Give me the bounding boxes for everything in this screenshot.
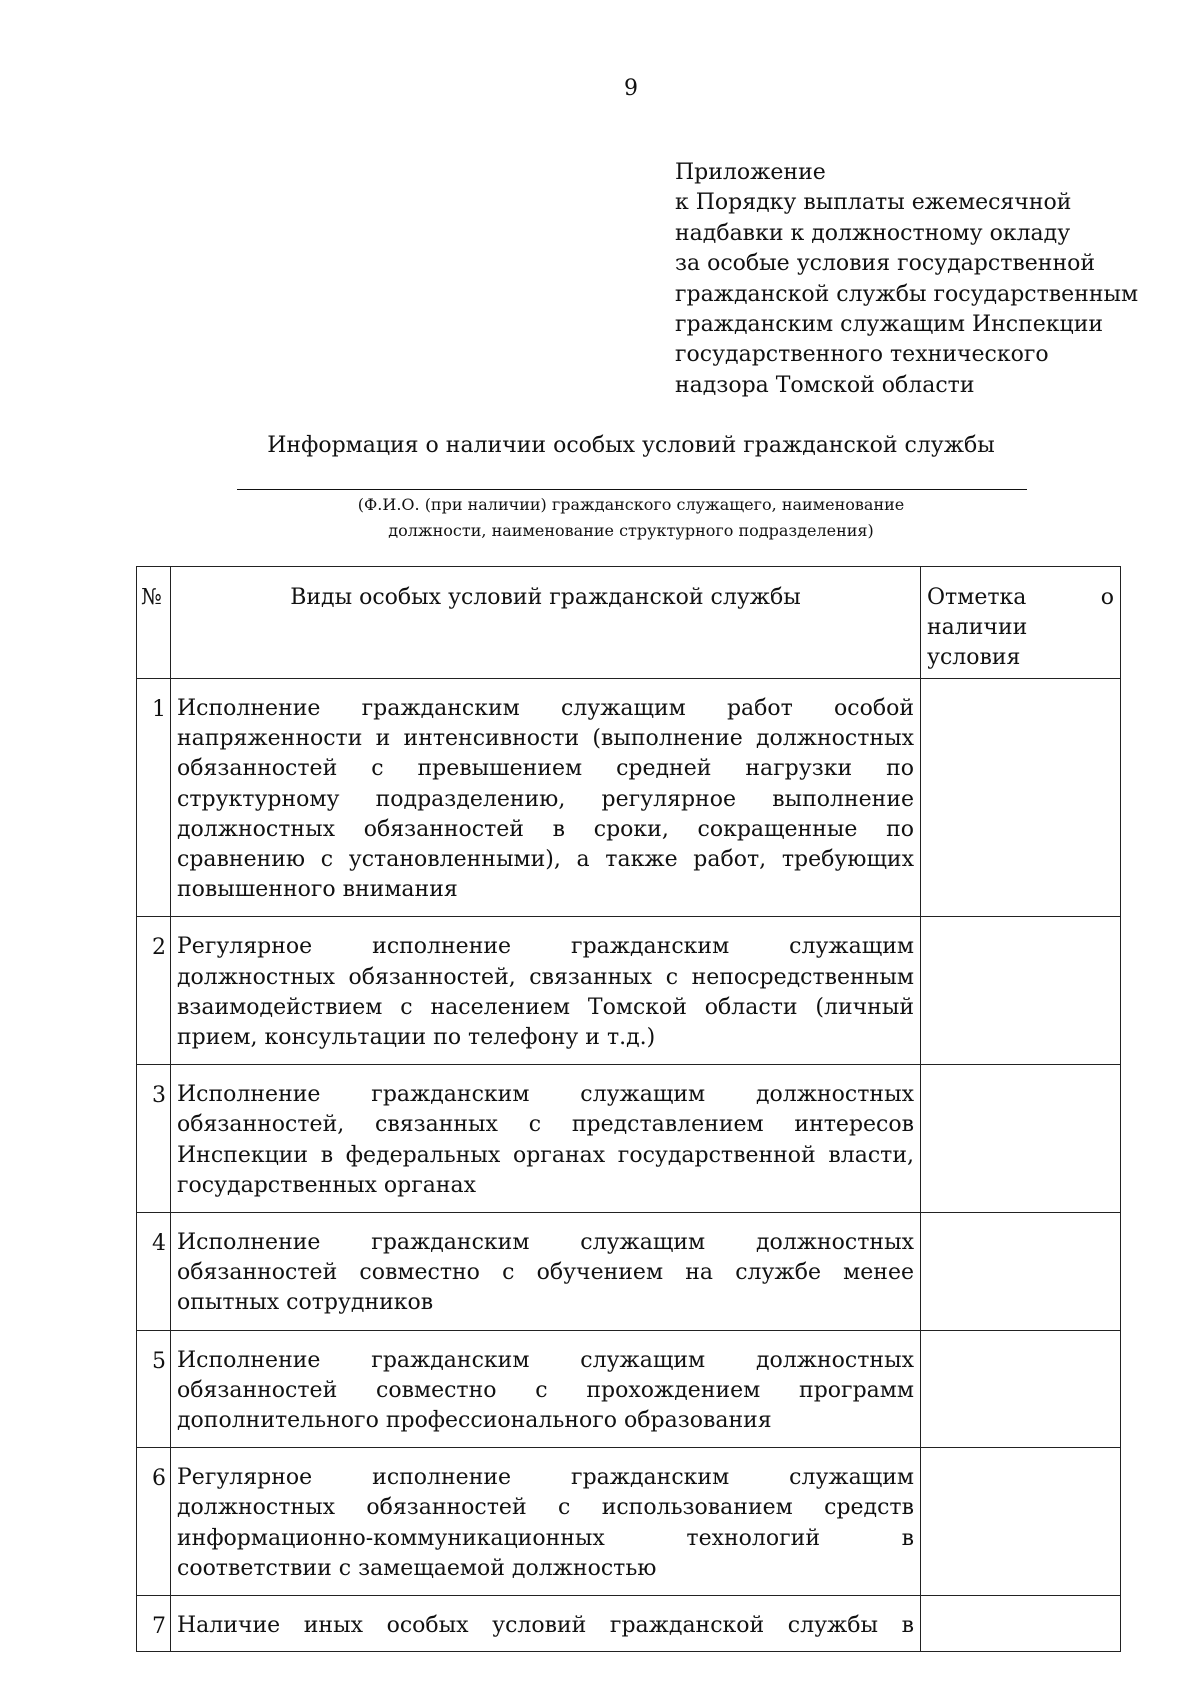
caption-line: должности, наименование структурного подразделения) bbox=[388, 521, 874, 540]
header-number: № bbox=[137, 567, 171, 679]
row-mark-cell[interactable] bbox=[921, 1596, 1121, 1652]
row-text: Регулярное исполнение гражданским служащим должностных обязанностей, связанных с непосредственным взаимодействием с населением Томской области (личный прием, консультации по телефону и т.д.) bbox=[171, 917, 921, 1065]
table-row bbox=[137, 1330, 1121, 1448]
row-mark-cell[interactable] bbox=[921, 679, 1121, 917]
row-number: 1 bbox=[137, 679, 171, 917]
row-mark-cell[interactable] bbox=[921, 1213, 1121, 1331]
table-row bbox=[137, 1448, 1121, 1596]
row-mark-cell[interactable] bbox=[921, 917, 1121, 1065]
appendix-line: государственного технического bbox=[675, 342, 1049, 368]
appendix-line: гражданским служащим Инспекции bbox=[675, 312, 1104, 338]
page-number: 9 bbox=[624, 76, 638, 101]
row-text: Исполнение гражданским служащим должностных обязанностей совместно с обучением на службе менее опытных сотрудников bbox=[171, 1213, 921, 1331]
conditions-table bbox=[136, 566, 1121, 1652]
row-number: 4 bbox=[137, 1213, 171, 1331]
row-mark-cell[interactable] bbox=[921, 1330, 1121, 1448]
row-number: 6 bbox=[137, 1448, 171, 1596]
conditions-table-wrapper bbox=[136, 566, 1120, 1652]
row-mark-cell[interactable] bbox=[921, 1448, 1121, 1596]
row-text: Исполнение гражданским служащим должностных обязанностей совместно с прохождением программ дополнительного профессионального образования bbox=[171, 1330, 921, 1448]
appendix-block bbox=[675, 158, 1175, 401]
row-number: 5 bbox=[137, 1330, 171, 1448]
document-title: Информация о наличии особых условий гражданской службы bbox=[267, 433, 995, 458]
table-row bbox=[137, 1065, 1121, 1213]
appendix-line: Приложение bbox=[675, 160, 826, 185]
row-number: 2 bbox=[137, 917, 171, 1065]
row-mark-cell[interactable] bbox=[921, 1065, 1121, 1213]
appendix-line: за особые условия государственной bbox=[675, 251, 1096, 277]
row-text: Регулярное исполнение гражданским служащим должностных обязанностей с использованием средств информационно-коммуникационных технологий в соответствии с замещаемой должностью bbox=[171, 1448, 921, 1596]
row-text: Исполнение гражданским служащим должностных обязанностей, связанных с представлением интересов Инспекции в федеральных органах государственной власти, государственных органах bbox=[171, 1065, 921, 1213]
table-row bbox=[137, 917, 1121, 1065]
row-number: 7 bbox=[137, 1596, 171, 1652]
table-row bbox=[137, 1213, 1121, 1331]
caption-line: (Ф.И.О. (при наличии) гражданского служащего, наименование bbox=[357, 495, 905, 514]
row-number: 3 bbox=[137, 1065, 171, 1213]
appendix-line: гражданской службы государственным bbox=[675, 281, 1139, 307]
header-types: Виды особых условий гражданской службы bbox=[171, 567, 921, 679]
appendix-line: к Порядку выплаты ежемесячной bbox=[675, 190, 1072, 216]
header-mark: Отметка о наличии условия bbox=[921, 567, 1121, 679]
row-text: Наличие иных особых условий гражданской службы в bbox=[171, 1596, 921, 1652]
appendix-line: надбавки к должностному окладу bbox=[675, 220, 1071, 246]
table-header-row bbox=[137, 567, 1121, 679]
name-fill-line bbox=[237, 489, 1027, 490]
fill-line-caption bbox=[0, 492, 1200, 544]
row-text: Исполнение гражданским служащим работ особой напряженности и интенсивности (выполнение должностных обязанностей с превышением средней нагрузки по структурному подразделению, регулярное выполнение должностных обязанностей в сроки, сокращенные по сравнению с установленными), а также работ, требующих повышенного внимания bbox=[171, 679, 921, 917]
table-row bbox=[137, 679, 1121, 917]
appendix-line: надзора Томской области bbox=[675, 372, 975, 398]
table-row bbox=[137, 1596, 1121, 1652]
